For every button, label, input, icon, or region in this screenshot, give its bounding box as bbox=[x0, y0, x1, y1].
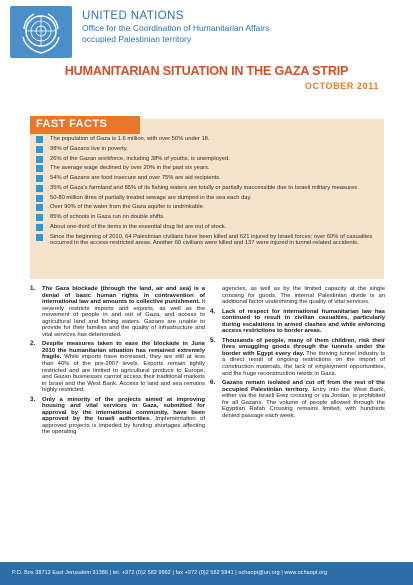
numbered-paragraph-2: 2. Despite measures taken to ease the blockade in June 2010 the humanitarian situation has remained extremely fragile. While imports have increased, they are still at less than 40% of the pre-2007 levels. Exports remain tightly restricted and are limited to agricultural produce to Europe, and Gazan businesses cannot access their traditional markets in Israel and the West Bank. Access to land and sea remains highly restricted. bbox=[30, 340, 205, 394]
fast-fact-item: Over 90% of the water from the Gaza aquifer is undrinkable. bbox=[36, 204, 380, 211]
square-bullet-icon bbox=[36, 146, 43, 153]
fast-fact-item: 38% of Gazans live in poverty. bbox=[36, 146, 380, 153]
fast-facts-list bbox=[36, 136, 380, 250]
un-emblem-icon bbox=[10, 6, 72, 58]
body-column-right bbox=[210, 286, 385, 422]
fast-facts-heading: FAST FACTS bbox=[36, 118, 108, 130]
numbered-paragraph-5: 5. Thousands of people, many of them children, risk their lives smuggling goods through the tunnels under the border with Egypt every day. The thriving tunnel industry is a direct result of ongoing restrictions on the import of construction materials, the lack of employment opportunities, and the huge reconstruction needs in Gaza. bbox=[210, 336, 385, 377]
square-bullet-icon bbox=[36, 175, 43, 182]
document-title: HUMANITARIAN SITUATION IN THE GAZA STRIP bbox=[64, 64, 349, 78]
square-bullet-icon bbox=[36, 234, 43, 241]
org-subtitle-line-2: occupied Palestinian territory bbox=[82, 34, 192, 44]
numbered-paragraph-4: 4. Lack of respect for international humanitarian law has continued to result in civilian casualties, particularly during escalations in armed clashes and while enforcing access restrictions to border areas. bbox=[210, 307, 385, 335]
square-bullet-icon bbox=[36, 214, 43, 221]
fast-fact-item: 35% of Gaza's farmland and 85% of its fishing waters are totally or partially inaccessible due to Israeli military measures. bbox=[36, 185, 380, 192]
square-bullet-icon bbox=[36, 224, 43, 231]
paragraph-3-continuation: agencies, as well as by the limited capacity at the single crossing for goods. The internal Palestinian divide is an additional factor undermining the quality of vital services. bbox=[222, 286, 385, 306]
fast-fact-item: 85% of schools in Gaza run on double shifts. bbox=[36, 214, 380, 221]
square-bullet-icon bbox=[36, 204, 43, 211]
fast-fact-item: 50-80 million litres of partially treated sewage are dumped in the sea each day. bbox=[36, 195, 380, 202]
fast-fact-item: The population of Gaza is 1.6 million, with over 50% under 18. bbox=[36, 136, 380, 143]
footer-contact-text: P.O. Box 38712 East Jerusalem 91386 | tel. +972 (0)2 582 9962 | fax +972 (0)2 582 5841 | ochaopt@un.org | www.ochaopt.org bbox=[12, 570, 328, 576]
fast-fact-item: 26% of the Gazan workforce, including 38% of youths, is unemployed. bbox=[36, 156, 380, 163]
numbered-paragraph-1: 1. The Gaza blockade (through the land, air and sea) is a denial of basic human rights in contravention of international law and amounts to collective punishment. It severely restricts imports and exports, as well as the movement of people in and out of Gaza, and access to agricultural land and fishing waters. Gazans are unable to provide for their families and the quality of infrastructure and vital services has deteriorated. bbox=[30, 285, 205, 338]
fast-fact-item: About one-third of the items in the essential drug list are out of stock. bbox=[36, 224, 380, 231]
fast-fact-item: 54% of Gazans are food insecure and over 75% are aid recipients. bbox=[36, 175, 380, 182]
square-bullet-icon bbox=[36, 165, 43, 172]
header bbox=[0, 0, 413, 60]
fast-fact-item: Since the beginning of 2010, 64 Palestinian civilians have been killed and 621 injured by Israeli forces; over 60% of casualties occurred in the access-restricted areas. Another 60 civilians were killed and 137 were injured in tunnel-related accidents. bbox=[36, 234, 380, 247]
footer-bar bbox=[0, 562, 413, 585]
square-bullet-icon bbox=[36, 136, 43, 143]
fast-facts-heading-tab bbox=[30, 116, 140, 134]
org-subtitle-line-1: Office for the Coordination of Humanitarian Affairs bbox=[82, 23, 270, 33]
body-column-left bbox=[30, 286, 205, 439]
numbered-paragraph-6: 6. Gazans remain isolated and cut off from the rest of the occupied Palestinian territory. Entry into the West Bank, either via the Israeli Erez crossing or via Jordan, is prohibited for all Gazans. The volume of people allowed through the Egyptian Rafah Crossing remains limited, with hundreds denied passage each week. bbox=[210, 379, 385, 419]
org-name: UNITED NATIONS bbox=[82, 10, 184, 22]
fast-fact-item: The average wage declined by over 20% in the past six years. bbox=[36, 165, 380, 172]
square-bullet-icon bbox=[36, 185, 43, 192]
square-bullet-icon bbox=[36, 195, 43, 202]
square-bullet-icon bbox=[36, 156, 43, 163]
numbered-paragraph-3: 3. Only a minority of the projects aimed at improving housing and vital services in Gaza, submitted for approval by the international community, have been approved by the Israeli authorities. Implementation of approved projects is impeded by funding shortages affecting the operating bbox=[30, 395, 205, 436]
document-date: OCTOBER 2011 bbox=[304, 81, 379, 91]
